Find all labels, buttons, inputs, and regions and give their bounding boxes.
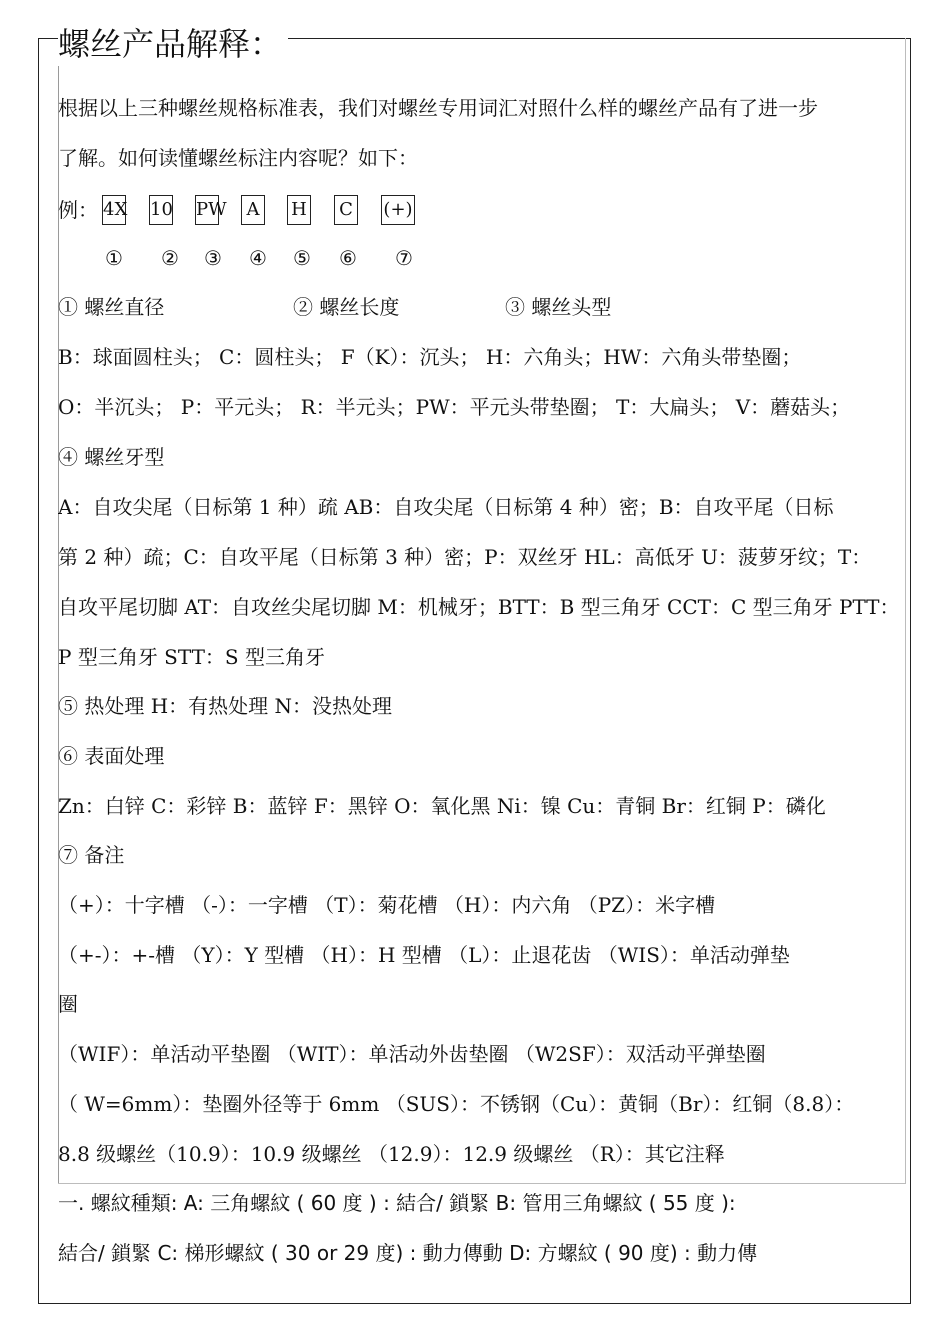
- surface-treatment-line: Zn：白锌 C：彩锌 B：蓝锌 F：黑锌 O：氧化黑 Ni：镍 Cu：青铜 Br：红铜 P：磷化: [58, 794, 826, 818]
- thread-category-line-1: 一. 螺紋種類: A: 三角螺紋 ( 60 度 ) : 結合/ 鎖緊 B: 管用三角螺紋 ( 55 度 ):: [58, 1191, 736, 1215]
- example-code-box: A: [241, 195, 265, 225]
- intro-line-2: 了解。如何读懂螺丝标注内容呢？如下：: [58, 146, 418, 170]
- thread-types-line-4: P 型三角牙 STT：S 型三角牙: [58, 645, 325, 669]
- circled-number: ③: [204, 246, 222, 270]
- example-label: 例：: [58, 198, 98, 222]
- notes-line-2: （+-）：+-槽 （Y）：Y 型槽 （H）：H 型槽 （L）：止退花齿 （WIS）：单活动弹垫: [58, 943, 790, 967]
- notes-line-5: （ W=6mm）：垫圈外径等于 6mm （SUS）：不锈钢（Cu）：黄铜（Br）：红铜（8.8）：: [58, 1092, 855, 1116]
- notes-line-4: （WIF）：单活动平垫圈 （WIT）：单活动外齿垫圈 （W2SF）：双活动平弹垫圈: [58, 1042, 766, 1066]
- section-heat-treatment: ⑤ 热处理 H：有热处理 N：没热处理: [58, 694, 393, 718]
- circled-number: ①: [105, 246, 123, 270]
- section-notes: ⑦ 备注: [58, 843, 125, 867]
- circled-number: ⑤: [293, 246, 311, 270]
- head-types-line-2: O：半沉头； P：平元头； R：半元头；PW：平元头带垫圈； T：大扁头； V：蘑菇头；: [58, 395, 851, 419]
- example-code-box: H: [287, 195, 311, 225]
- example-code-box: (+): [381, 195, 415, 225]
- section-thread-type: ④ 螺丝牙型: [58, 445, 165, 469]
- intro-line-1: 根据以上三种螺丝规格标准表，我们对螺丝专用词汇对照什么样的螺丝产品有了进一步: [58, 96, 818, 120]
- example-code-box: C: [334, 195, 358, 225]
- section-diameter: ① 螺丝直径: [58, 295, 165, 319]
- example-code-box: 10: [149, 195, 173, 225]
- circled-number: ④: [249, 246, 267, 270]
- thread-types-line-2: 第 2 种）疏；C：自攻平尾（日标第 3 种）密；P：双丝牙 HL：高低牙 U：菠萝牙纹；T：: [58, 545, 872, 569]
- page-title: 螺丝产品解释：: [58, 22, 288, 66]
- thread-types-line-3: 自攻平尾切脚 AT：自攻丝尖尾切脚 M：机械牙；BTT：B 型三角牙 CCT：C 型三角牙 PTT：: [58, 595, 900, 619]
- head-types-line-1: B：球面圆柱头； C：圆柱头； F（K）：沉头； H：六角头；HW：六角头带垫圈；: [58, 345, 802, 369]
- section-length: ② 螺丝长度: [293, 295, 400, 319]
- thread-category-line-2: 結合/ 鎖緊 C: 梯形螺紋 ( 30 or 29 度) : 動力傳動 D: 方螺紋 ( 90 度) : 動力傳: [58, 1241, 758, 1265]
- section-surface-treatment: ⑥ 表面处理: [58, 744, 165, 768]
- circled-number: ⑥: [339, 246, 357, 270]
- section-head-type: ③ 螺丝头型: [505, 295, 612, 319]
- notes-line-1: （+）：十字槽 （-）：一字槽 （T）：菊花槽 （H）：内六角 （PZ）：米字槽: [58, 893, 716, 917]
- circled-number: ⑦: [395, 246, 413, 270]
- example-code-box: PW: [195, 195, 219, 225]
- example-code-box: 4X: [102, 195, 126, 225]
- notes-line-6: 8.8 级螺丝（10.9）：10.9 级螺丝 （12.9）：12.9 级螺丝 （R）：其它注释: [58, 1142, 725, 1166]
- notes-line-3: 圈: [58, 992, 78, 1016]
- inner-bottom-rule: [58, 1183, 906, 1184]
- circled-number: ②: [161, 246, 179, 270]
- thread-types-line-1: A：自攻尖尾（日标第 1 种）疏 AB：自攻尖尾（日标第 4 种）密；B：自攻平尾（日标: [58, 495, 834, 519]
